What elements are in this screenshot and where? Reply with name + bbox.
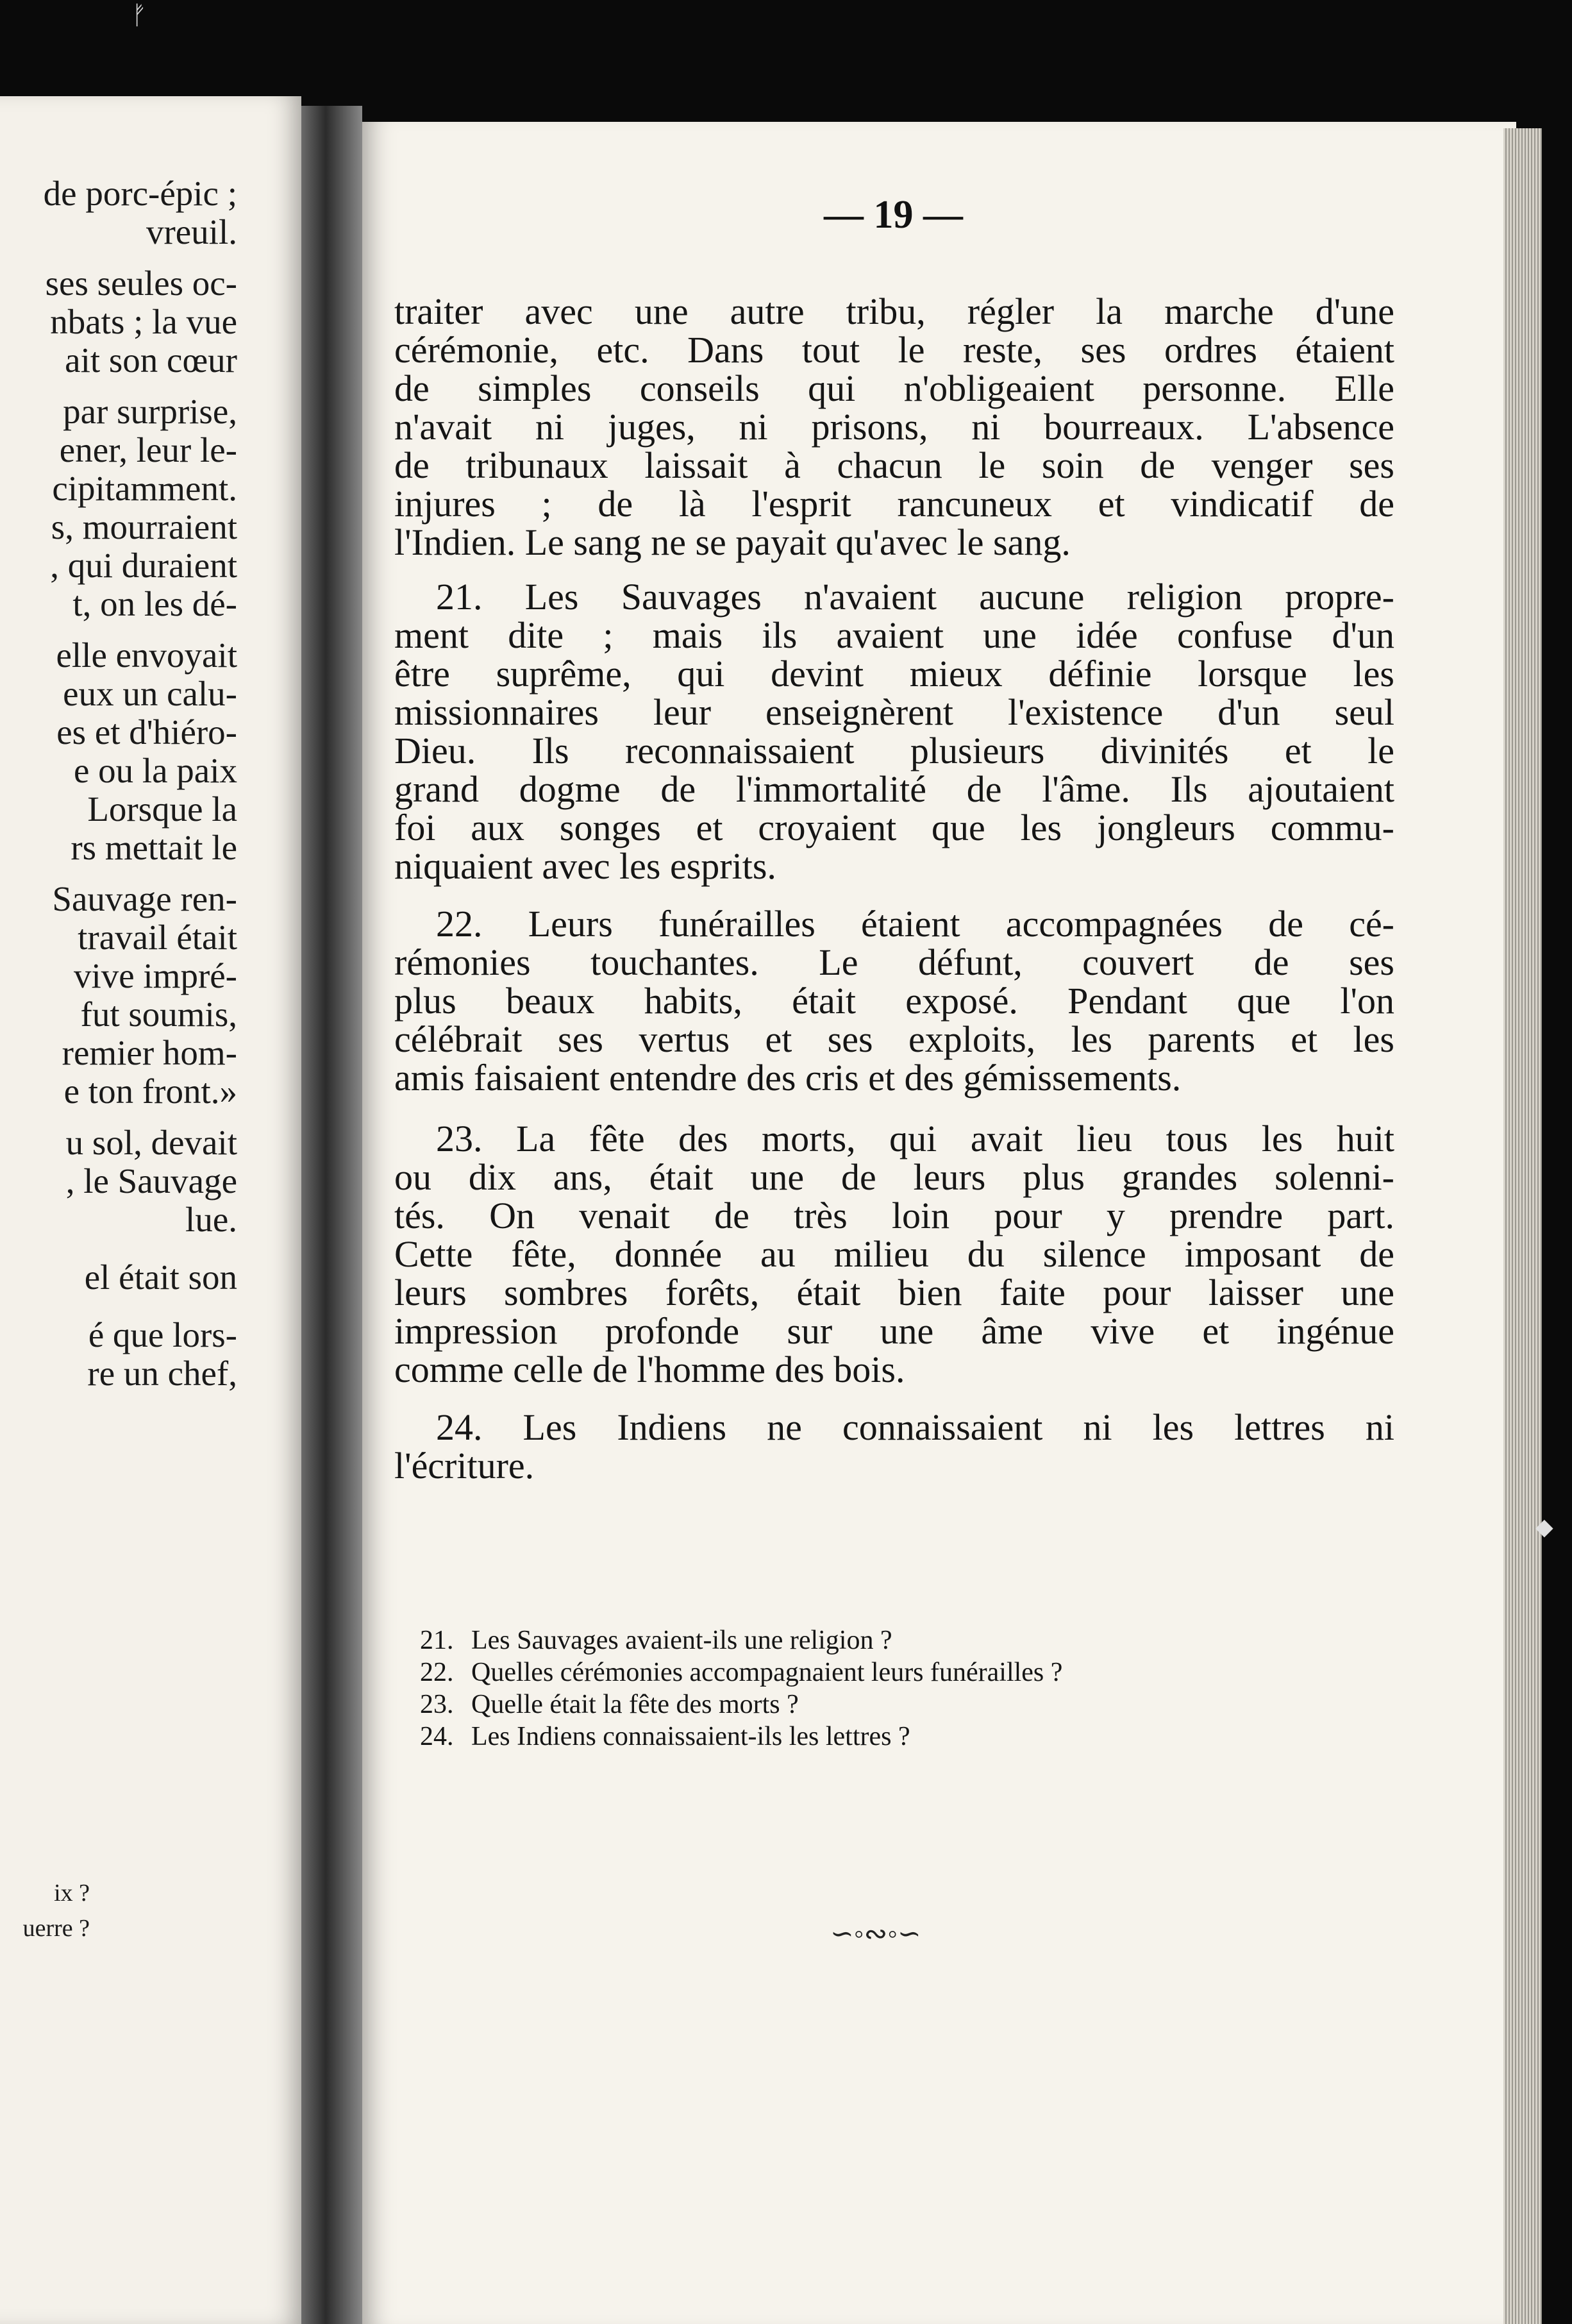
left-page-line: elle envoyait (56, 636, 237, 675)
left-page-line: e ton front.» (63, 1072, 237, 1111)
question-text: Les Sauvages avaient-ils une religion ? (471, 1626, 892, 1655)
question-text: Quelles cérémonies accompagnaient leurs funérailles ? (471, 1658, 1063, 1687)
question-line (420, 1658, 1062, 1687)
text-line: injures ; de là l'esprit rancuneux et vindicatif de (394, 483, 1394, 525)
text-line: l'écriture. (394, 1445, 535, 1486)
text-line: foi aux songes et croyaient que les jongleurs commu- (394, 807, 1394, 848)
question-line (420, 1690, 799, 1719)
text-line: être suprême, qui devint mieux définie lorsque les (394, 653, 1394, 695)
page-number: — 19 — (824, 193, 963, 237)
text-line: niquaient avec les esprits. (394, 845, 776, 887)
left-page-line: eux un calu- (63, 674, 237, 713)
text-line: 21. Les Sauvages n'avaient aucune religion propre- (436, 576, 1394, 618)
left-page-line: s, mourraient (51, 507, 237, 546)
left-page-line: ses seules oc- (45, 264, 237, 303)
left-page-line: vive impré- (73, 956, 237, 995)
text-line: comme celle de l'homme des bois. (394, 1349, 905, 1390)
text-line: l'Indien. Le sang ne se payait qu'avec le sang. (394, 521, 1071, 563)
text-line: ou dix ans, était une de leurs plus grandes solenni- (394, 1156, 1394, 1198)
question-text: Quelle était la fête des morts ? (471, 1690, 799, 1719)
text-line: cérémonie, etc. Dans tout le reste, ses ordres étaient (394, 329, 1394, 371)
text-line: de tribunaux laissait à chacun le soin de venger ses (394, 444, 1394, 486)
text-line: traiter avec une autre tribu, régler la marche d'une (394, 290, 1394, 332)
text-line: 22. Leurs funérailles étaient accompagnées de cé- (436, 903, 1394, 945)
question-line (420, 1722, 910, 1751)
text-line: tés. On venait de très loin pour y prendre part. (394, 1195, 1394, 1236)
text-line: 24. Les Indiens ne connaissaient ni les lettres ni (436, 1406, 1394, 1448)
book-gutter (301, 106, 362, 2324)
left-page-line: fut soumis, (80, 995, 237, 1034)
text-line: impression profonde sur une âme vive et ingénue (394, 1310, 1394, 1352)
left-page-line: travail était (78, 918, 237, 957)
left-page-line: u sol, devait (65, 1123, 237, 1162)
left-page-line: Sauvage ren- (52, 879, 237, 918)
left-page-line: ait son cœur (65, 341, 237, 380)
left-page-line: el était son (84, 1258, 237, 1297)
text-line: de simples conseils qui n'obligeaient personne. Elle (394, 367, 1394, 409)
left-page-line: ener, leur le- (59, 430, 237, 469)
left-page-line: , le Sauvage (65, 1161, 237, 1200)
text-line: leurs sombres forêts, était bien faite pour laisser une (394, 1272, 1394, 1313)
text-line: amis faisaient entendre des cris et des gémissements. (394, 1057, 1182, 1099)
left-page-line: vreuil. (146, 212, 237, 251)
question-number: 24. (420, 1722, 454, 1751)
question-line (420, 1626, 892, 1655)
left-page-line: Lorsque la (87, 789, 237, 829)
question-number: 22. (420, 1658, 454, 1687)
text-line: ment dite ; mais ils avaient une idée confuse d'un (394, 614, 1394, 656)
left-page-line: de porc-épic ; (43, 174, 237, 213)
left-page (0, 96, 301, 2324)
left-page-line: , qui duraient (50, 546, 237, 585)
left-page-line: cipitamment. (52, 469, 237, 508)
left-page-question-line: uerre ? (22, 1915, 90, 1942)
text-line: grand dogme de l'immortalité de l'âme. Ils ajoutaient (394, 768, 1394, 810)
text-line: n'avait ni juges, ni prisons, ni bourreaux. L'absence (394, 406, 1394, 448)
text-line: célébrait ses vertus et ses exploits, les parents et les (394, 1018, 1394, 1060)
left-page-line: é que lors- (88, 1315, 237, 1354)
text-line: Dieu. Ils reconnaissaient plusieurs divinités et le (394, 730, 1394, 771)
question-text: Les Indiens connaissaient-ils les lettres ? (471, 1722, 910, 1751)
text-line: missionnaires leur enseignèrent l'existence d'un seul (394, 691, 1394, 733)
left-page-line: lue. (185, 1200, 237, 1239)
question-number: 23. (420, 1690, 454, 1719)
left-page-line: t, on les dé- (72, 584, 237, 623)
question-number: 21. (420, 1626, 454, 1655)
left-page-question-line: ix ? (54, 1880, 90, 1907)
text-line: 23. La fête des morts, qui avait lieu tous les huit (436, 1118, 1394, 1159)
margin-mark: ◆ (1535, 1514, 1553, 1540)
left-page-line: rs mettait le (71, 828, 237, 867)
left-page-line: nbats ; la vue (50, 302, 237, 341)
left-page-line: par surprise, (63, 392, 237, 431)
left-page-line: e ou la paix (73, 751, 237, 790)
text-line: Cette fête, donnée au milieu du silence imposant de (394, 1233, 1394, 1275)
text-line: rémonies touchantes. Le défunt, couvert de ses (394, 941, 1394, 983)
left-page-line: re un chef, (87, 1354, 237, 1393)
left-page-line: remier hom- (62, 1033, 237, 1072)
corner-mark: ᚠ (131, 1, 147, 29)
text-line: plus beaux habits, était exposé. Pendant que l'on (394, 980, 1394, 1022)
left-page-line: es et d'hiéro- (56, 712, 237, 752)
end-ornament: ∽◦∾◦∽ (830, 1918, 921, 1949)
page-edges (1503, 128, 1542, 2324)
